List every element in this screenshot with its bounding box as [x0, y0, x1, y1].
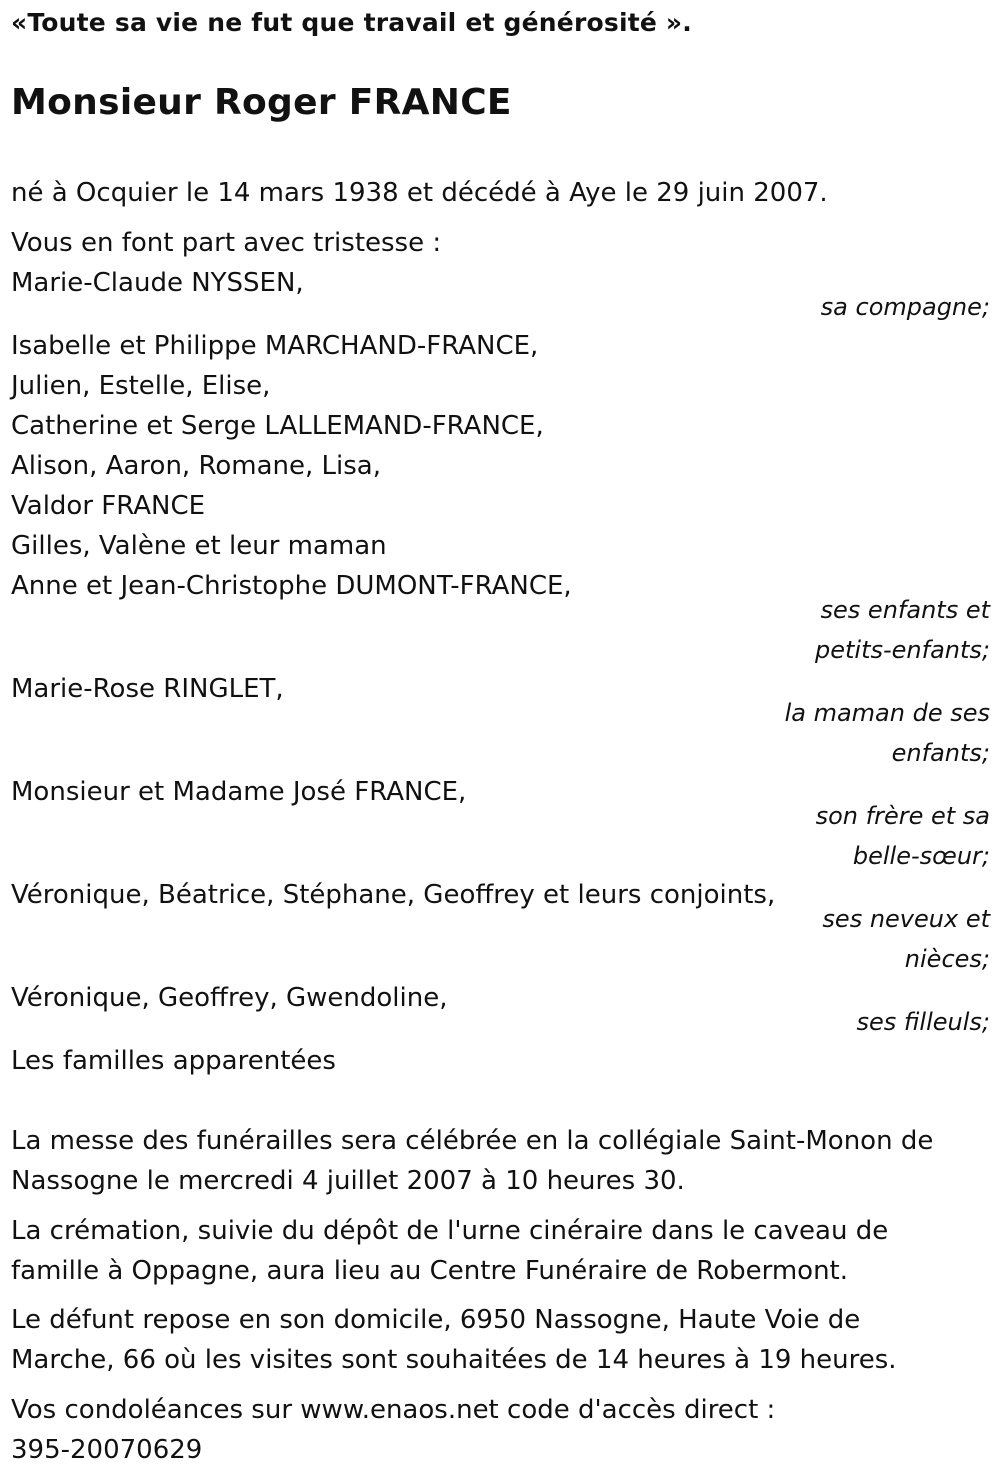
companion-name: Marie-Claude NYSSEN,: [11, 268, 304, 298]
condolences-line: Vos condoléances sur www.enaos.net code d'accès direct :: [11, 1395, 776, 1425]
child-line: Catherine et Serge LALLEMAND-FRANCE,: [11, 411, 544, 441]
deceased-name-title: Monsieur Roger FRANCE: [11, 82, 512, 123]
child-line: Julien, Estelle, Elise,: [11, 371, 271, 401]
nephews-names: Véronique, Béatrice, Stéphane, Geoffrey et leurs conjoints,: [11, 880, 776, 910]
nephews-relation-line2: nièces;: [904, 945, 990, 973]
brother-relation-line1: son frère et sa: [815, 802, 990, 830]
mother-relation-line1: la maman de ses: [784, 699, 990, 727]
rest-line1: Le défunt repose en son domicile, 6950 Nassogne, Haute Voie de: [11, 1305, 861, 1335]
brother-name: Monsieur et Madame José FRANCE,: [11, 777, 467, 807]
mother-relation-line2: enfants;: [891, 739, 990, 767]
cremation-line1: La crémation, suivie du dépôt de l'urne cinéraire dans le caveau de: [11, 1216, 889, 1246]
nephews-relation-line1: ses neveux et: [822, 905, 990, 933]
birth-death-line: né à Ocquier le 14 mars 1938 et décédé à Aye le 29 juin 2007.: [11, 178, 828, 208]
cremation-line2: famille à Oppagne, aura lieu au Centre Funéraire de Robermont.: [11, 1256, 849, 1286]
companion-relation: sa compagne;: [820, 293, 990, 321]
child-line: Alison, Aaron, Romane, Lisa,: [11, 451, 381, 481]
child-line: Gilles, Valène et leur maman: [11, 531, 387, 561]
children-relation-line1: ses enfants et: [820, 596, 990, 624]
mass-line1: La messe des funérailles sera célébrée en la collégiale Saint-Monon de: [11, 1126, 934, 1156]
child-line: Valdor FRANCE: [11, 491, 206, 521]
child-line: Anne et Jean-Christophe DUMONT-FRANCE,: [11, 571, 572, 601]
mass-line2: Nassogne le mercredi 4 juillet 2007 à 10 heures 30.: [11, 1166, 685, 1196]
mother-of-children-name: Marie-Rose RINGLET,: [11, 674, 284, 704]
brother-relation-line2: belle-sœur;: [852, 842, 990, 870]
godchildren-relation: ses filleuls;: [856, 1008, 990, 1036]
rest-line2: Marche, 66 où les visites sont souhaitées de 14 heures à 19 heures.: [11, 1345, 897, 1375]
intro-line: Vous en font part avec tristesse :: [11, 228, 442, 258]
children-relation-line2: petits-enfants;: [815, 636, 990, 664]
child-line: Isabelle et Philippe MARCHAND-FRANCE,: [11, 331, 539, 361]
godchildren-names: Véronique, Geoffrey, Gwendoline,: [11, 983, 448, 1013]
relatives-line: Les familles apparentées: [11, 1046, 336, 1076]
access-code: 395-20070629: [11, 1435, 203, 1465]
epigraph-quote: «Toute sa vie ne fut que travail et générosité ».: [11, 8, 692, 37]
